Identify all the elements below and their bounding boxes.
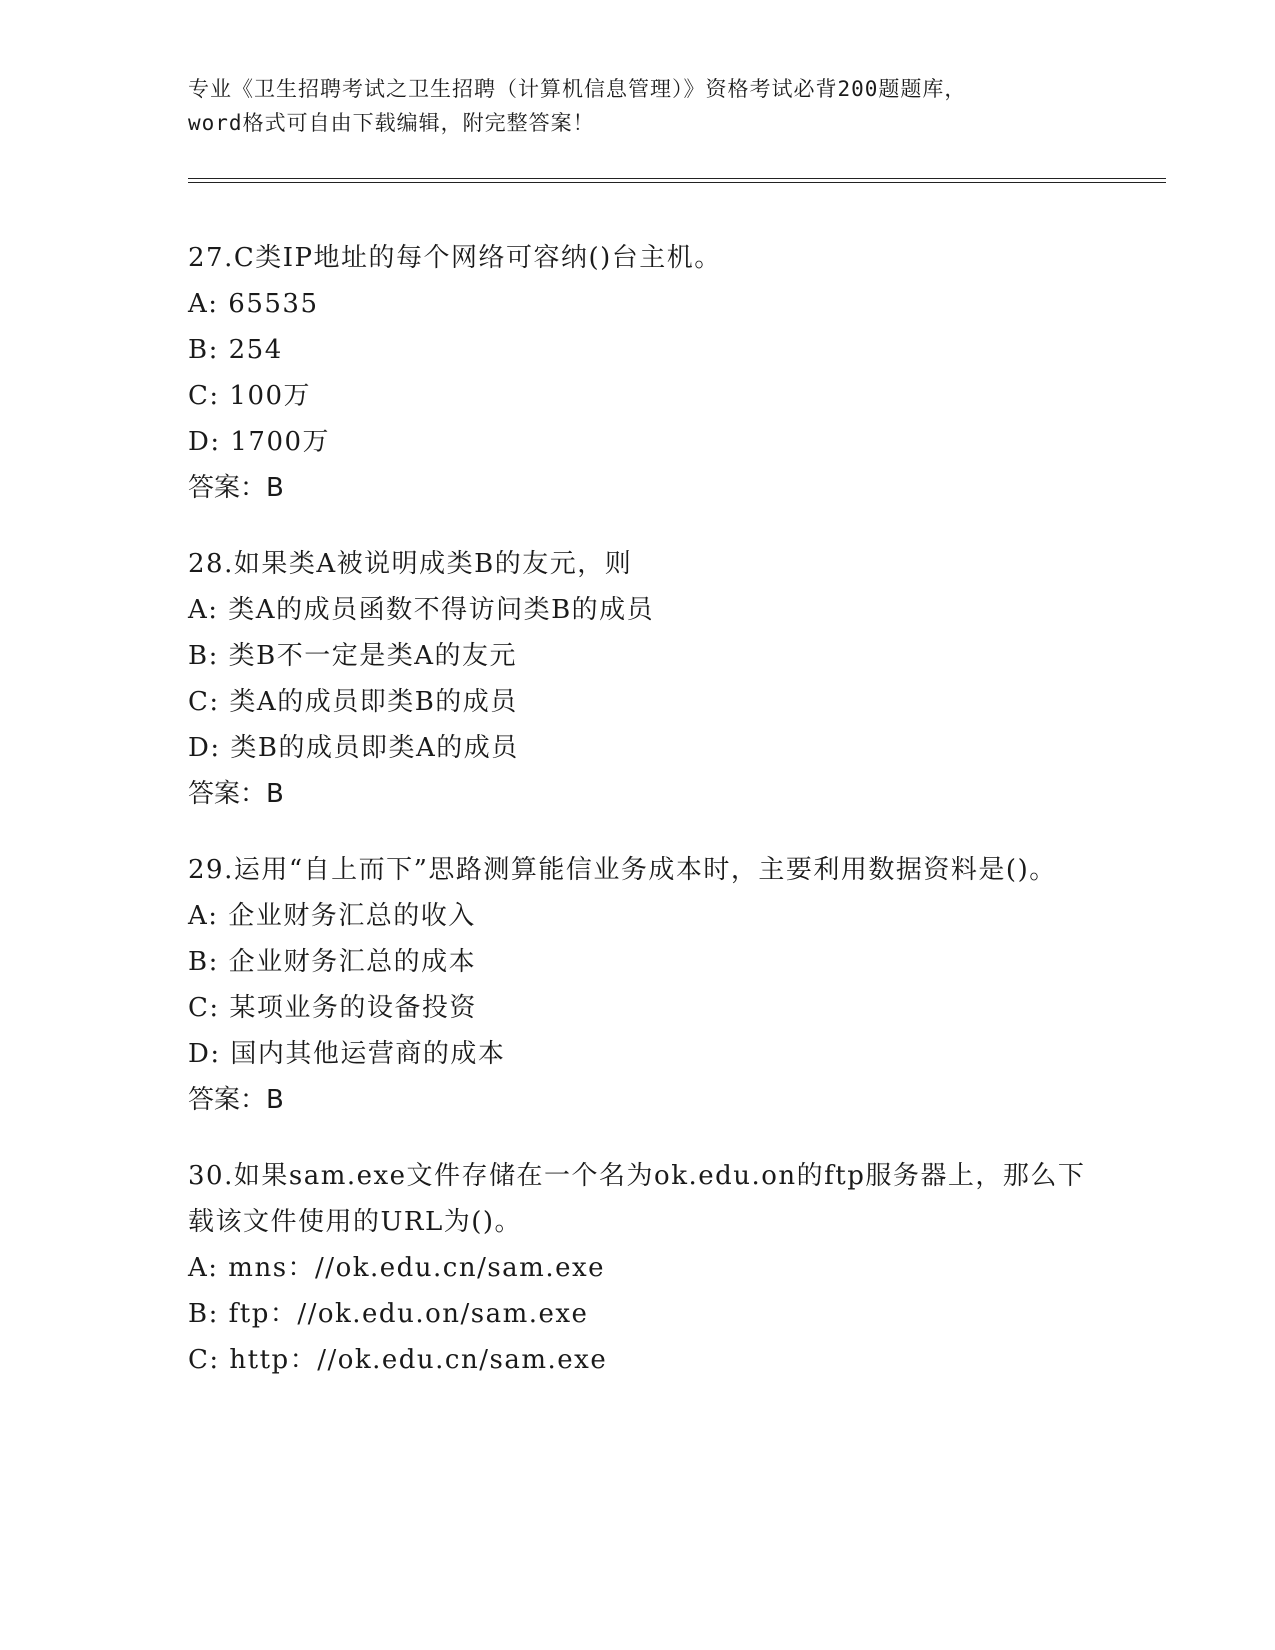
option-a: A: mns：//ok.edu.cn/sam.exe xyxy=(188,1253,606,1283)
option-c: C: 某项业务的设备投资 xyxy=(188,993,477,1023)
option-b: B: ftp：//ok.edu.on/sam.exe xyxy=(188,1299,589,1329)
answer-line: 答案：B xyxy=(188,779,284,809)
option-b: B: 类B不一定是类A的友元 xyxy=(188,641,518,671)
question-29 xyxy=(188,847,1088,1123)
option-a: A: 类A的成员函数不得访问类B的成员 xyxy=(188,595,655,625)
header-divider xyxy=(188,178,1166,183)
question-28 xyxy=(188,541,1088,817)
option-d: D: 1700万 xyxy=(188,427,331,457)
question-stem: 27.C类IP地址的每个网络可容纳()台主机。 xyxy=(188,243,722,273)
answer-line: 答案：B xyxy=(188,1085,284,1115)
option-b: B: 企业财务汇总的成本 xyxy=(188,947,477,977)
question-stem: 28.如果类A被说明成类B的友元，则 xyxy=(188,549,633,579)
header-subtitle-line: word格式可自由下载编辑，附完整答案！ xyxy=(188,111,595,135)
option-b: B: 254 xyxy=(188,335,283,365)
option-c: C: http：//ok.edu.cn/sam.exe xyxy=(188,1345,608,1375)
option-d: D: 类B的成员即类A的成员 xyxy=(188,733,519,763)
option-a: A: 65535 xyxy=(188,289,319,319)
header-title-line: 专业《卫生招聘考试之卫生招聘（计算机信息管理）》资格考试必背200题题库， xyxy=(188,77,967,101)
question-27 xyxy=(188,235,1088,511)
answer-line: 答案：B xyxy=(188,473,284,503)
option-a: A: 企业财务汇总的收入 xyxy=(188,901,476,931)
option-c: C: 类A的成员即类B的成员 xyxy=(188,687,518,717)
option-d: D: 国内其他运营商的成本 xyxy=(188,1039,506,1069)
question-list xyxy=(188,235,1088,1413)
question-30 xyxy=(188,1153,1088,1383)
option-c: C: 100万 xyxy=(188,381,312,411)
question-stem: 29.运用“自上而下”思路测算能信业务成本时，主要利用数据资料是()。 xyxy=(188,855,1057,885)
question-stem: 30.如果sam.exe文件存储在一个名为ok.edu.on的ftp服务器上，那么下载该文件使用的URL为()。 xyxy=(188,1161,1086,1237)
document-header xyxy=(188,72,1148,140)
